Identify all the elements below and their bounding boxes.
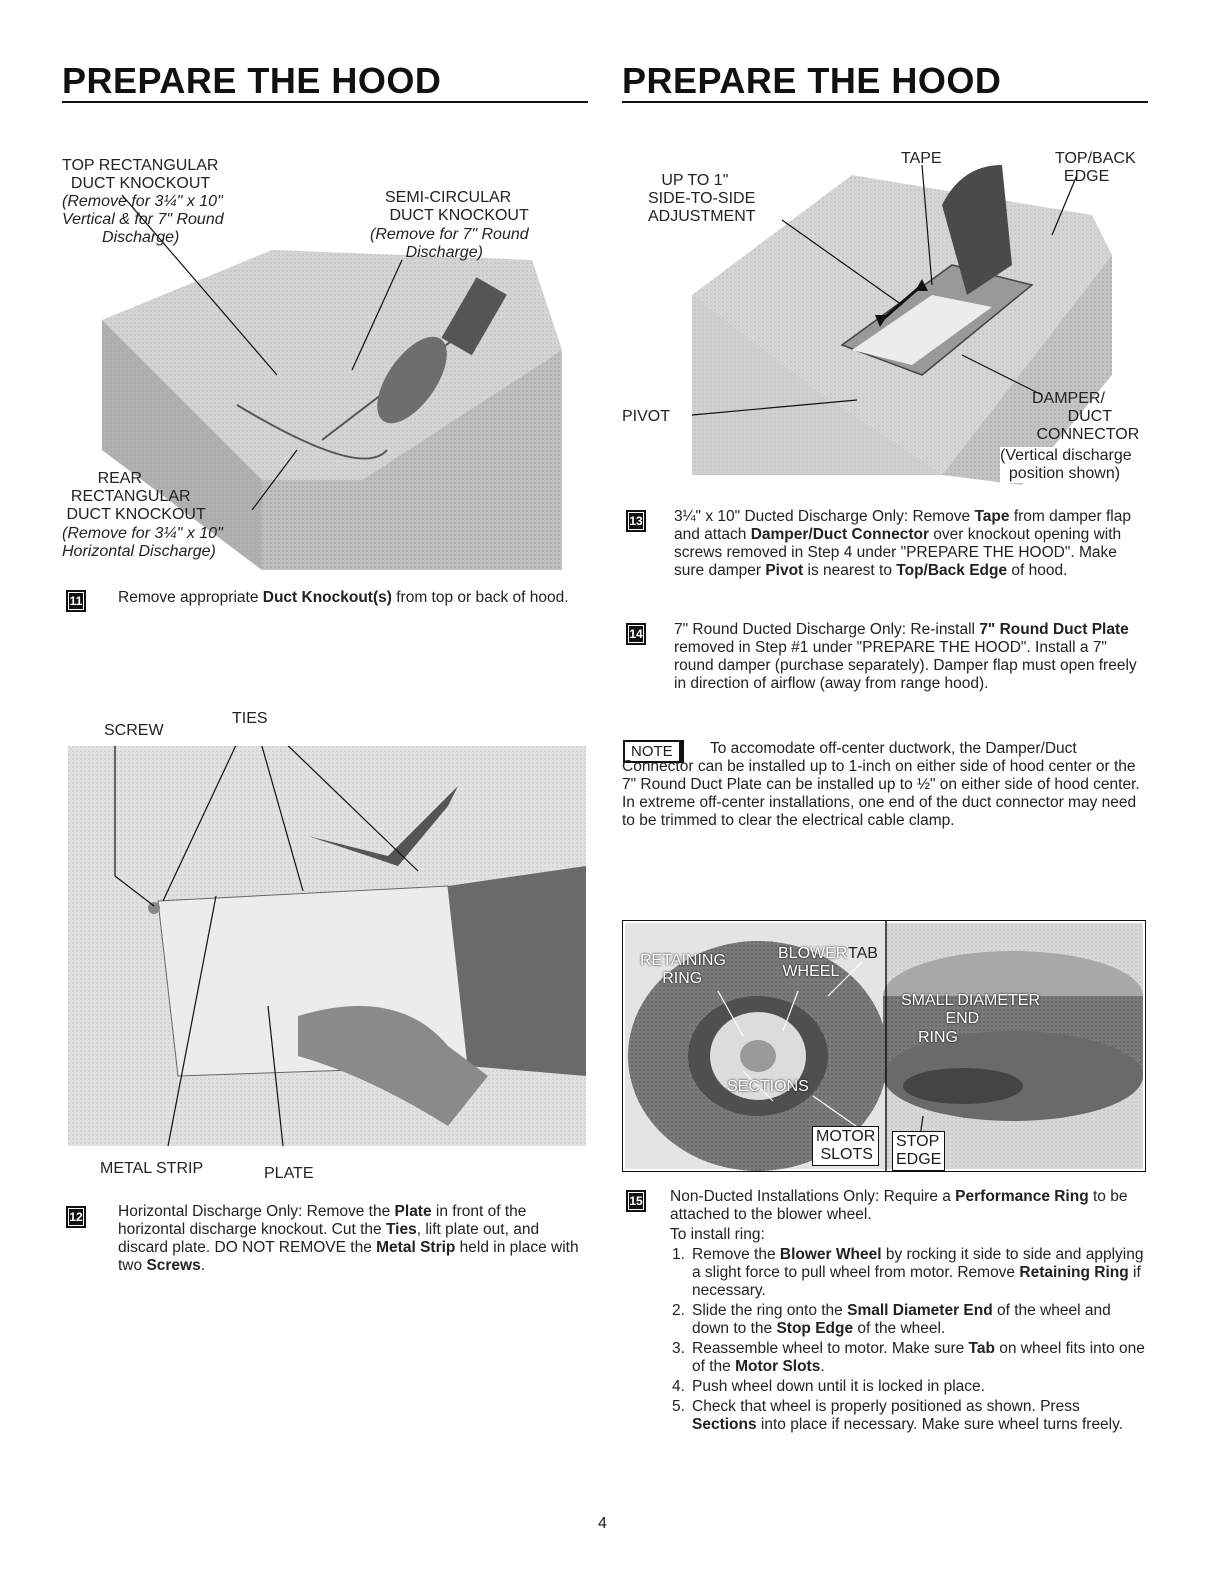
install-step-text: Small Diameter End: [847, 1302, 993, 1319]
step-12-b2: Ties: [385, 1221, 417, 1238]
step-15-install-label: To install ring:: [670, 1226, 765, 1243]
install-step-text: Sections: [692, 1416, 757, 1433]
label-vertical-discharge-note: (Vertical discharge position shown): [1000, 447, 1132, 482]
figure-horizontal-plate: [68, 746, 586, 1146]
step-11-text-b: from top or back of hood.: [391, 589, 569, 606]
label-tape: TAPE: [901, 150, 942, 167]
label-damper-duct-connector: DAMPER/ DUCT CONNECTOR: [1032, 390, 1140, 443]
install-step-number: 3.: [672, 1340, 685, 1357]
step-12-t5: .: [200, 1257, 206, 1274]
step-14-t1: 7" Round Ducted Discharge Only: Re-install: [674, 621, 980, 638]
label-ring: RING: [918, 1029, 958, 1046]
install-step-text: Stop Edge: [776, 1320, 854, 1337]
step-14-b1: 7" Round Duct Plate: [979, 621, 1129, 638]
step-12-badge: 12: [66, 1206, 86, 1228]
step-12-t2: in front of the horizontal discharge knockout. Cut the: [118, 1203, 527, 1238]
step-13-b2: Damper/Duct Connector: [750, 526, 929, 543]
label-rear-rectangular-knockout: REAR RECTANGULAR DUCT KNOCKOUT: [66, 470, 206, 523]
right-page-title: PREPARE THE HOOD: [622, 60, 1002, 101]
step-12-t1: Horizontal Discharge Only: Remove the: [118, 1203, 395, 1220]
step-13-b4: Top/Back Edge: [896, 562, 1008, 579]
step-15-text: [670, 1188, 1148, 1436]
step-15-t2: to be attached to the blower wheel.: [670, 1188, 1128, 1223]
right-title-rule: [622, 101, 1148, 103]
label-retaining-ring: RETAINING RING: [640, 952, 726, 987]
install-step-text: by rocking it side to side and applying a slight force to pull wheel from motor. Remove: [692, 1246, 1144, 1281]
install-step-number: 2.: [672, 1302, 685, 1319]
step-13-b1: Tape: [974, 508, 1010, 525]
step-13-t2: from damper flap and attach: [674, 508, 1131, 543]
install-step-text: Motor Slots: [735, 1358, 821, 1375]
label-ties: TIES: [232, 710, 268, 727]
install-step-2: [670, 1302, 1148, 1338]
step-13-text: [674, 508, 1148, 580]
label-semi-circular-note: (Remove for 7" Round Discharge): [370, 226, 529, 261]
label-side-to-side-adjustment: UP TO 1" SIDE-TO-SIDE ADJUSTMENT: [648, 172, 756, 225]
step-15-t1: Non-Ducted Installations Only: Require a: [670, 1188, 956, 1205]
label-semi-circular-knockout: SEMI-CIRCULAR DUCT KNOCKOUT: [385, 189, 529, 224]
note-badge: NOTE: [623, 740, 681, 763]
horizontal-plate-photo: [68, 746, 586, 1146]
note-text: To accomodate off-center ductwork, the Damper/Duct Connector can be installed up to 1-inch on either side of hood center or the 7" Round Duct Plate can be installed up to ½" on either side of hood center. In extreme off-center installations, one end of the duct connector may need to be trimmed to clear the electrical cable clamp.: [622, 740, 1140, 829]
install-step-4: [670, 1378, 1148, 1396]
left-title-rule: [62, 101, 588, 103]
install-step-text: Push wheel down until it is locked in place.: [692, 1378, 985, 1395]
install-step-text: Tab: [968, 1340, 995, 1357]
step-11-text-a: Remove appropriate: [118, 589, 263, 606]
step-14-t2: removed in Step #1 under "PREPARE THE HOOD". Install a 7" round damper (purchase separately). Damper flap must open freely in direction of airflow (away from range hood).: [674, 639, 1137, 692]
step-15-b1: Performance Ring: [955, 1188, 1089, 1205]
step-13-t3: over knockout opening with screws removed in Step 4 under "PREPARE THE HOOD". Make sure damper: [674, 526, 1122, 579]
step-13-badge: 13: [626, 510, 646, 532]
step-11-badge: 11: [66, 590, 86, 612]
step-15-badge: 15: [626, 1190, 646, 1212]
label-motor-slots: MOTOR SLOTS: [812, 1126, 879, 1166]
label-small-diameter-end: SMALL DIAMETER END: [901, 992, 1040, 1027]
label-sections: SECTIONS: [727, 1078, 809, 1095]
install-step-3: [670, 1340, 1148, 1376]
label-top-back-edge: TOP/BACK EDGE: [1055, 150, 1136, 185]
install-step-text: Check that wheel is properly positioned as shown. Press: [692, 1398, 1080, 1415]
install-step-text: into place if necessary. Make sure wheel turns freely.: [756, 1416, 1124, 1433]
step-12-text: [118, 1203, 588, 1275]
label-top-knockout-note: (Remove for 3¼" x 10" Vertical & for 7" Round Discharge): [62, 193, 224, 246]
label-plate: PLATE: [264, 1165, 314, 1182]
label-pivot: PIVOT: [622, 408, 671, 425]
step-11-text: [118, 589, 588, 607]
step-12-b3: Metal Strip: [376, 1239, 456, 1256]
install-step-text: on wheel fits into one of the: [692, 1340, 1145, 1375]
label-top-rectangular-knockout: TOP RECTANGULAR DUCT KNOCKOUT: [62, 157, 219, 192]
install-step-text: of the wheel.: [853, 1320, 946, 1337]
install-step-text: .: [820, 1358, 825, 1375]
step-12-b1: Plate: [394, 1203, 432, 1220]
step-12-t4: held in place with two: [118, 1239, 579, 1274]
step-12-b4: Screws: [146, 1257, 201, 1274]
step-13-t4: is nearest to: [803, 562, 897, 579]
install-step-text: Reassemble wheel to motor. Make sure: [692, 1340, 969, 1357]
step-14-badge: 14: [626, 623, 646, 645]
install-step-text: of the wheel and down to the: [692, 1302, 1111, 1337]
step-13-b3: Pivot: [765, 562, 804, 579]
install-step-number: 5.: [672, 1398, 685, 1415]
install-step-5: [670, 1398, 1148, 1434]
step-14-text: [674, 621, 1148, 693]
install-step-number: 1.: [672, 1246, 685, 1263]
step-11-bold-a: Duct Knockout(s): [262, 589, 392, 606]
install-step-text: Retaining Ring: [1019, 1264, 1129, 1281]
label-rear-knockout-note: (Remove for 3¼" x 10" Horizontal Discharge): [62, 525, 223, 560]
step-13-t1: 3¼" x 10" Ducted Discharge Only: Remove: [674, 508, 975, 525]
step-15-list: [670, 1246, 1148, 1434]
left-page-title: PREPARE THE HOOD: [62, 60, 442, 101]
install-step-text: if necessary.: [692, 1264, 1141, 1299]
label-blower-wheel: BLOWER WHEEL: [778, 945, 848, 980]
install-step-text: Remove the: [692, 1246, 780, 1263]
step-12-t3: , lift plate out, and discard plate. DO NOT REMOVE the: [118, 1221, 540, 1256]
label-stop-edge: STOP EDGE: [892, 1131, 945, 1171]
install-step-text: Blower Wheel: [779, 1246, 882, 1263]
label-screw: SCREW: [104, 722, 164, 739]
install-step-text: Slide the ring onto the: [692, 1302, 848, 1319]
page-number: 4: [598, 1515, 607, 1532]
label-metal-strip: METAL STRIP: [100, 1160, 204, 1177]
install-step-1: [670, 1246, 1148, 1300]
label-tab: TAB: [848, 945, 878, 962]
step-13-t5: of hood.: [1007, 562, 1068, 579]
install-step-number: 4.: [672, 1378, 685, 1395]
